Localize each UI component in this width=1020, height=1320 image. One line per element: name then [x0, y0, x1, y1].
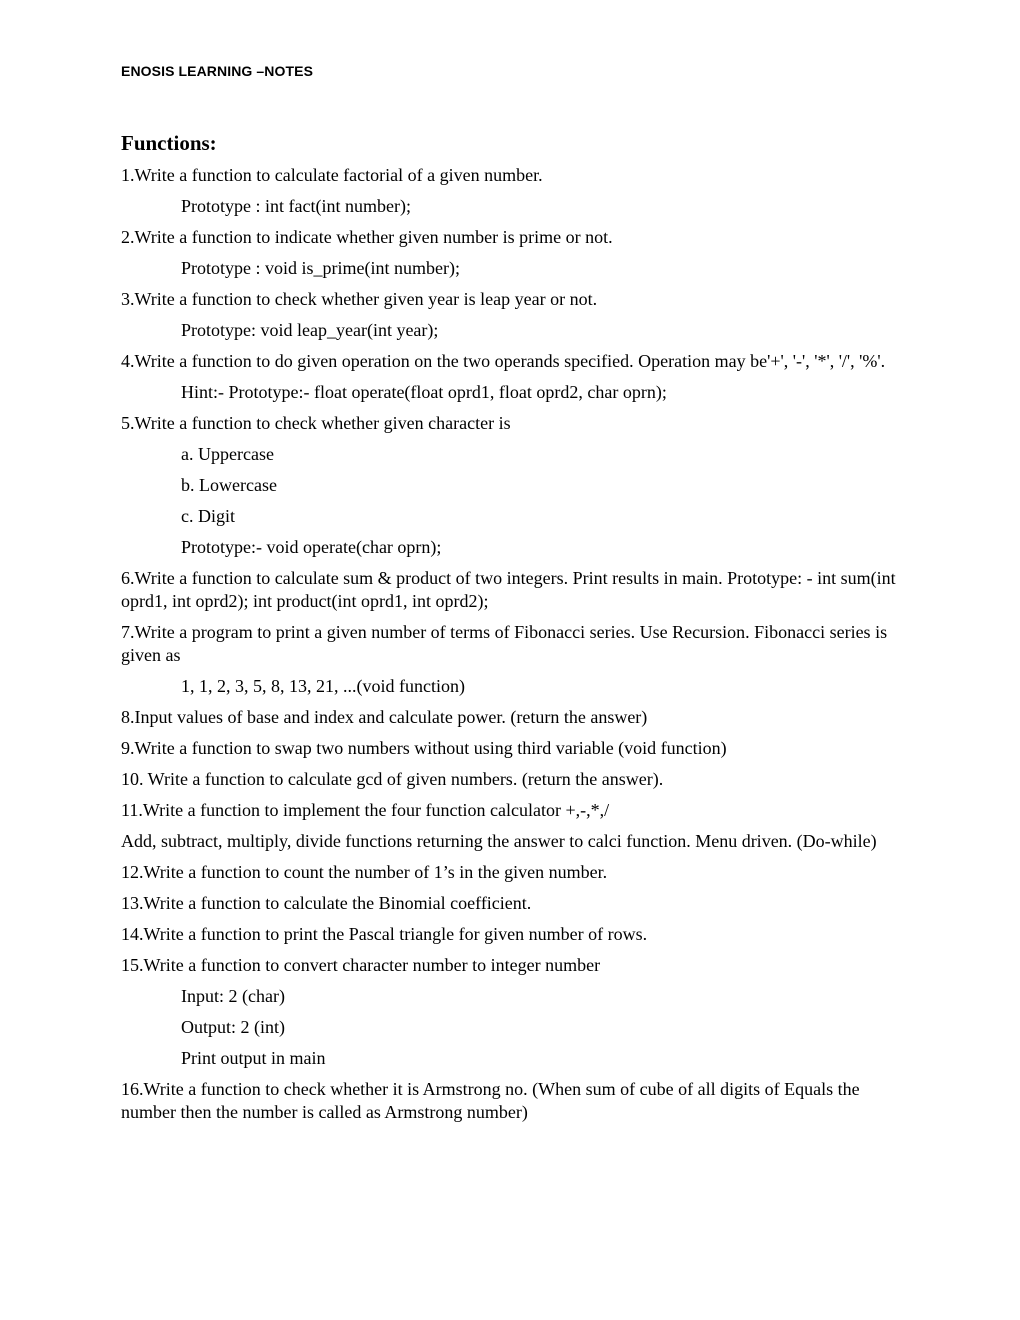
exercise-item: 7.Write a program to print a given number of terms of Fibonacci series. Use Recursion. Fibonacci series is given as: [121, 622, 888, 665]
exercise-item: Add, subtract, multiply, divide functions returning the answer to calci function. Menu driven. (Do-while): [121, 831, 877, 851]
exercise-detail: Prototype:- void operate(char oprn);: [181, 537, 442, 557]
exercise-item: 12.Write a function to count the number of 1’s in the given number.: [121, 862, 608, 882]
exercise-item: 5.Write a function to check whether given character is: [121, 413, 511, 433]
exercise-detail: Prototype : void is_prime(int number);: [181, 258, 460, 278]
exercise-item: 16.Write a function to check whether it is Armstrong no. (When sum of cube of all digits of Equals the number then the number is called as Armstrong number): [121, 1079, 860, 1122]
exercise-item: 11.Write a function to implement the four function calculator +,-,*,/: [121, 800, 610, 820]
exercise-item: 15.Write a function to convert character number to integer number: [121, 955, 601, 975]
exercise-detail: Prototype : int fact(int number);: [181, 196, 411, 216]
exercise-detail: Input: 2 (char): [181, 986, 285, 1006]
exercise-detail: Hint:- Prototype:- float operate(float oprd1, float oprd2, char oprn);: [181, 382, 667, 402]
exercise-detail: b. Lowercase: [181, 475, 277, 495]
exercise-item: 3.Write a function to check whether given year is leap year or not.: [121, 289, 598, 309]
exercise-detail: Output: 2 (int): [181, 1017, 285, 1037]
exercise-detail: Prototype: void leap_year(int year);: [181, 320, 439, 340]
exercise-item: 1.Write a function to calculate factorial of a given number.: [121, 165, 543, 185]
exercise-detail: c. Digit: [181, 506, 235, 526]
exercise-list: [121, 164, 901, 1132]
exercise-detail: Print output in main: [181, 1048, 326, 1068]
exercise-item: 6.Write a function to calculate sum & product of two integers. Print results in main. Prototype: - int sum(int oprd1, int oprd2); int product(int oprd1, int oprd2);: [121, 568, 896, 611]
exercise-item: 13.Write a function to calculate the Binomial coefficient.: [121, 893, 532, 913]
exercise-item: 4.Write a function to do given operation on the two operands specified. Operation may be'+', '-', '*', '/', '%'.: [121, 351, 886, 371]
exercise-item: 14.Write a function to print the Pascal triangle for given number of rows.: [121, 924, 648, 944]
exercise-item: 2.Write a function to indicate whether given number is prime or not.: [121, 227, 613, 247]
exercise-detail: 1, 1, 2, 3, 5, 8, 13, 21, ...(void function): [181, 676, 465, 696]
exercise-item: 8.Input values of base and index and calculate power. (return the answer): [121, 707, 648, 727]
exercise-item: 10. Write a function to calculate gcd of given numbers. (return the answer).: [121, 769, 664, 789]
exercise-detail: a. Uppercase: [181, 444, 274, 464]
exercise-item: 9.Write a function to swap two numbers without using third variable (void function): [121, 738, 727, 758]
section-title: Functions:: [121, 131, 217, 155]
page-header: ENOSIS LEARNING –NOTES: [121, 63, 314, 79]
